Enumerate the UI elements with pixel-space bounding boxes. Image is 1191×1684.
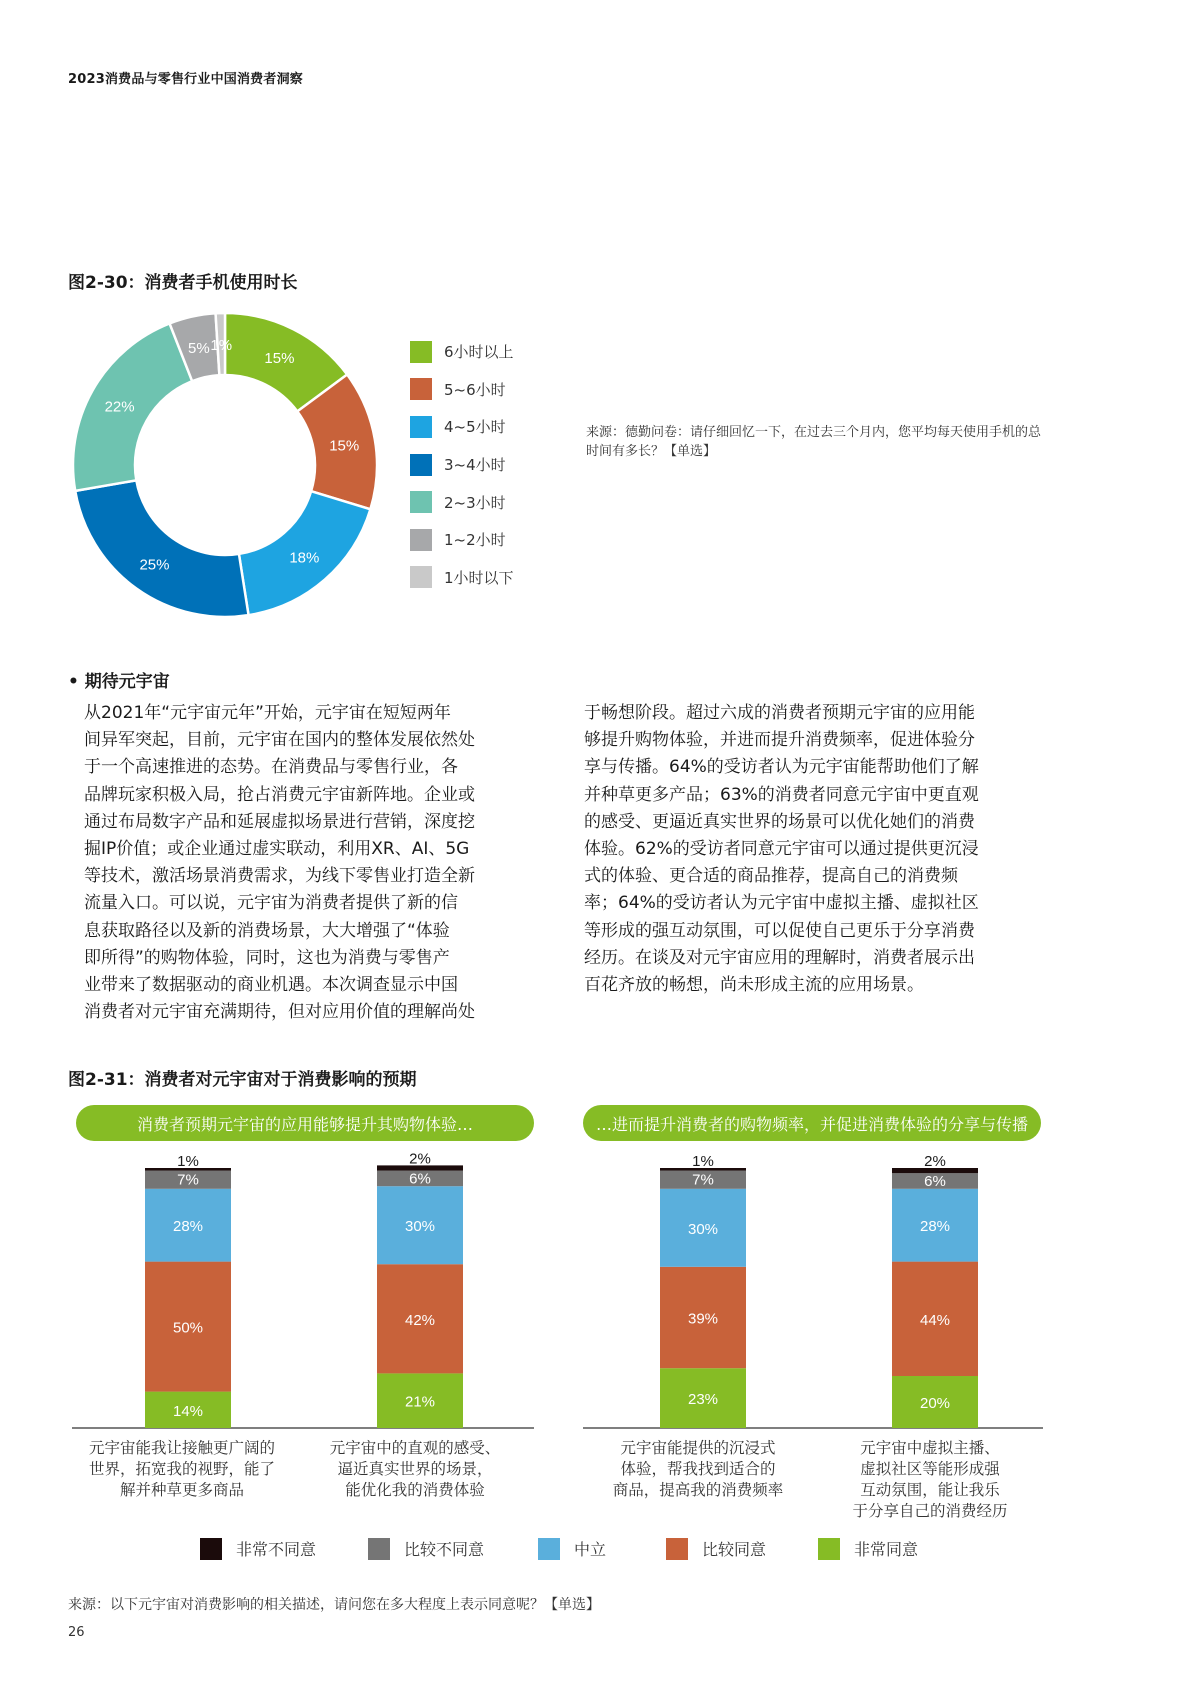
caption-line: 世界，拓宽我的视野，能了: [88, 1460, 275, 1478]
bar-value-label: 39%: [687, 1310, 719, 1328]
body-text-line: 等技术，激活场景消费需求，为线下零售业打造全新: [84, 866, 475, 887]
legend-label: 中立: [574, 1540, 607, 1559]
bar-value-label: 7%: [692, 1171, 714, 1189]
body-text-line: 体验。62%的受访者同意元宇宙可以通过提供更沉浸: [584, 839, 979, 860]
bar-value-label: 6%: [409, 1170, 431, 1188]
caption-line: 能优化我的消费体验: [345, 1481, 485, 1499]
page-number: 26: [68, 1625, 85, 1640]
legend-swatch: [818, 1538, 840, 1560]
figure2-title: 图2-31：消费者对元宇宙对于消费影响的预期: [68, 1070, 417, 1090]
bar-value-label: 2%: [924, 1153, 946, 1170]
bar-caption-4: [820, 1438, 1040, 1522]
body-text-line: 的感受、更逼近真实世界的场景可以优化她们的消费: [584, 811, 975, 832]
body-text-line: 等形成的强互动氛围，可以促使自己更乐于分享消费: [584, 920, 975, 941]
legend-label: 4~5小时: [444, 418, 506, 437]
caption-line: 元宇宙中虚拟主播、: [860, 1439, 1000, 1457]
bar-value-label: 30%: [404, 1218, 436, 1236]
bar-value-label: 14%: [172, 1402, 204, 1420]
bar-value-label: 7%: [177, 1171, 199, 1189]
bar-value-label: 1%: [692, 1153, 714, 1170]
caption-line: 元宇宙能我让接触更广阔的: [88, 1439, 275, 1457]
figure2-source: 来源：以下元宇宙对消费影响的相关描述，请问您在多大程度上表示同意呢？【单选】: [68, 1597, 600, 1613]
legend-label: 2~3小时: [444, 493, 506, 512]
section-heading: • 期待元宇宙: [68, 672, 170, 692]
legend-label: 比较同意: [702, 1540, 767, 1559]
legend-somewhat-agree: [666, 1537, 766, 1560]
bar-value-label: 6%: [924, 1173, 946, 1190]
donut-slice-label: 5%: [188, 339, 210, 357]
report-header: 2023消费品与零售行业中国消费者洞察: [68, 72, 303, 87]
legend-swatch: [200, 1538, 222, 1560]
legend-label: 1~2小时: [444, 531, 506, 550]
body-text-line: 式的体验、更合适的商品推荐，提高自己的消费频: [584, 866, 958, 887]
legend-label: 3~4小时: [444, 456, 506, 475]
bar-caption-3: [588, 1438, 808, 1501]
bar-caption-2: [305, 1438, 525, 1501]
legend-label: 6小时以上: [444, 343, 514, 362]
section-heading-text: 期待元宇宙: [84, 672, 170, 692]
body-text-line: 流量入口。可以说，元宇宙为消费者提供了新的信: [84, 893, 458, 914]
bar-value-label: 1%: [177, 1153, 199, 1170]
legend-neutral: [538, 1537, 606, 1560]
legend-label: 比较不同意: [404, 1540, 485, 1559]
body-text-line: 够提升购物体验，并进而提升消费频率，促进体验分: [584, 730, 975, 751]
donut-slice-label: 18%: [289, 549, 320, 567]
legend-swatch: [538, 1538, 560, 1560]
body-text-line: 间异军突起，目前，元宇宙在国内的整体发展依然处: [84, 730, 475, 751]
body-text-line: 即所得”的购物体验，同时，这也为消费与零售产: [84, 947, 450, 968]
donut-slice-label: 15%: [264, 349, 295, 367]
donut-slice-label: 22%: [104, 398, 135, 416]
bar-caption-1: [72, 1438, 292, 1501]
bar-value-label: 28%: [919, 1218, 951, 1236]
figure1-title: 图2-30：消费者手机使用时长: [68, 273, 298, 293]
caption-line: 商品，提高我的消费频率: [612, 1481, 784, 1499]
legend-somewhat-disagree: [368, 1537, 484, 1560]
legend-strongly-agree: [818, 1537, 918, 1560]
figure1-source: 来源：德勤问卷：请仔细回忆一下，在过去三个月内，您平均每天使用手机的总时间有多长？【单选】: [586, 425, 1042, 459]
caption-line: 互动氛围，能让我乐: [860, 1481, 1000, 1499]
bar-value-label: 44%: [919, 1311, 951, 1329]
bar-value-label: 21%: [404, 1393, 436, 1411]
caption-line: 元宇宙能提供的沉浸式: [620, 1439, 776, 1457]
bar-value-label: 23%: [687, 1391, 719, 1409]
body-text-line: 从2021年“元宇宙元年”开始，元宇宙在短短两年: [84, 703, 451, 723]
body-text-line: 享与传播。64%的受访者认为元宇宙能帮助他们了解: [584, 757, 979, 778]
body-text-line: 业带来了数据驱动的商业机遇。本次调查显示中国: [84, 975, 458, 996]
caption-line: 于分享自己的消费经历: [852, 1502, 1008, 1520]
donut-slice-label: 25%: [139, 556, 170, 574]
bar-value-label: 42%: [404, 1311, 436, 1329]
caption-line: 虚拟社区等能形成强: [860, 1460, 1000, 1478]
body-text-line: 并种草更多产品；63%的消费者同意元宇宙中更直观: [584, 784, 979, 805]
bar-value-label: 20%: [919, 1395, 951, 1412]
body-text-line: 消费者对元宇宙充满期待，但对应用价值的理解尚处: [84, 1002, 475, 1023]
legend-label: 非常同意: [854, 1540, 919, 1559]
caption-line: 体验，帮我找到适合的: [620, 1460, 776, 1478]
bar-value-label: 2%: [409, 1150, 431, 1168]
body-text-line: 品牌玩家积极入局，抢占消费元宇宙新阵地。企业或: [84, 784, 475, 805]
body-text-line: 百花齐放的畅想，尚未形成主流的应用场景。: [584, 975, 924, 996]
legend-swatch: [368, 1538, 390, 1560]
caption-line: 解并种草更多商品: [119, 1481, 244, 1499]
legend-swatch: [666, 1538, 688, 1560]
body-text-line: 于一个高速推进的态势。在消费品与零售行业，各: [84, 757, 458, 778]
donut-slice-label: 1%: [210, 337, 233, 355]
caption-line: 元宇宙中的直观的感受、: [329, 1439, 501, 1457]
legend-label: 1小时以下: [444, 568, 514, 587]
bar-value-label: 50%: [172, 1319, 204, 1337]
body-text-line: 率；64%的受访者认为元宇宙中虚拟主播、虚拟社区: [584, 893, 979, 914]
body-text-line: 息获取路径以及新的消费场景，大大增强了“体验: [84, 920, 450, 941]
body-text-line: 经历。在谈及对元宇宙应用的理解时，消费者展示出: [584, 947, 975, 968]
body-text-line: 掘IP价值；或企业通过虚实联动，利用XR、AI、5G: [84, 839, 470, 860]
legend-label: 非常不同意: [236, 1540, 317, 1559]
body-text-line: 于畅想阶段。超过六成的消费者预期元宇宙的应用能: [584, 703, 975, 723]
donut-slice-label: 15%: [329, 437, 360, 455]
legend-label: 5~6小时: [444, 380, 506, 399]
panel-title-right: …进而提升消费者的购物频率，并促进消费体验的分享与传播: [583, 1105, 1041, 1141]
legend-strongly-disagree: [200, 1537, 316, 1560]
bar-value-label: 30%: [687, 1220, 719, 1238]
panel-title-left: 消费者预期元宇宙的应用能够提升其购物体验…: [76, 1105, 534, 1141]
bar-value-label: 28%: [172, 1218, 204, 1236]
caption-line: 逼近真实世界的场景，: [337, 1460, 493, 1478]
body-text-line: 通过布局数字产品和延展虚拟场景进行营销，深度挖: [84, 811, 475, 832]
